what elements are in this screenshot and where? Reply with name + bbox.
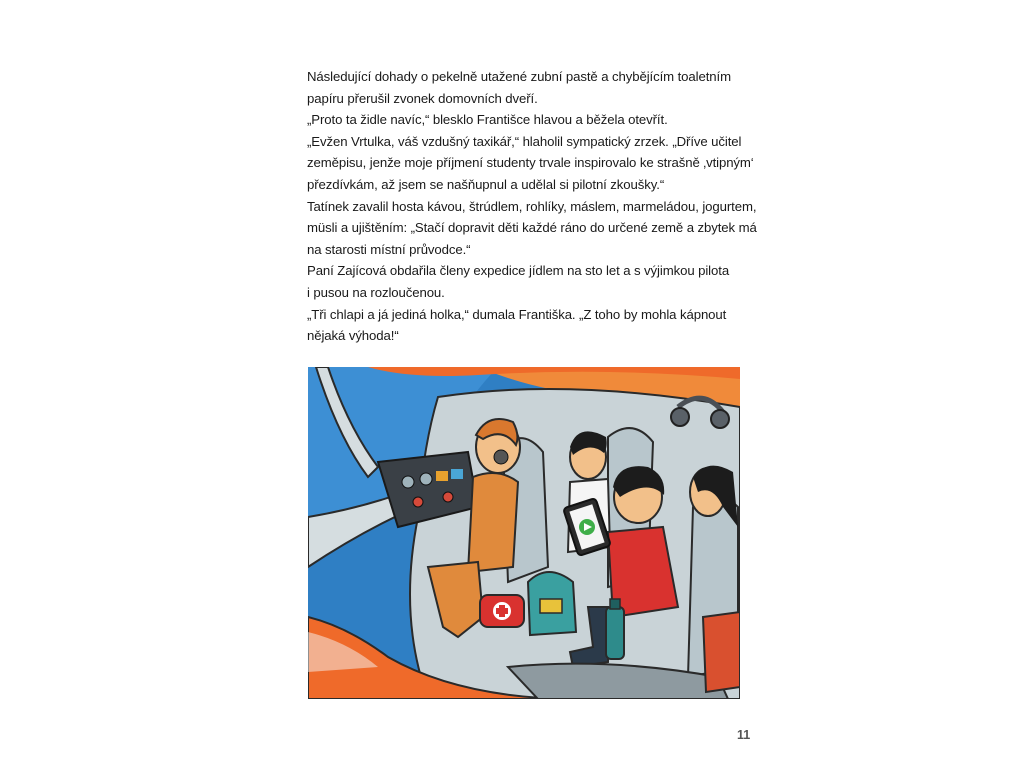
headphones-icon [671,408,689,426]
display-icon [451,469,463,479]
headphones-icon [711,410,729,428]
gauge-icon [443,492,453,502]
paragraph: Paní Zajícová obdařila členy expedice jídlem na sto let a s výjimkou pilota i pusou na rozloučenou. [307,263,730,300]
paragraph: Následující dohady o pekelně utažené zubní pastě a chybějícím toaletním papíru přerušil zvonek domovních dveří. [307,69,731,106]
display-icon [436,471,448,481]
pilot-body [468,473,518,572]
backpack-pocket [540,599,562,613]
gauge-icon [413,497,423,507]
bottle-cap [610,599,620,609]
body-text [307,66,757,347]
headset-icon [494,450,508,464]
paragraph: „Evžen Vrtulka, váš vzdušný taxikář,“ hlaholil sympatický zrzek. „Dříve učitel zeměpisu, jenže moje příjmení studenty trvale inspirovalo ke strašně ‚vtipným‘ přezdívkám, až jsem se našňupnul a udělal si pilotní zkoušky.“ [307,133,754,192]
paragraph: „Proto ta židle navíc,“ blesklo Františce hlavou a běžela otevřít. [307,112,668,128]
page-number: 11 [737,728,751,742]
cross-icon [496,608,508,614]
illustration-svg [308,367,740,699]
gauge-icon [402,476,414,488]
helicopter-illustration [308,367,740,699]
water-bottle [606,607,624,659]
paragraph: „Tři chlapi a já jediná holka,“ dumala Františka. „Z toho by mohla kápnout nějaká výhoda!“ [307,306,727,344]
paragraph: Tatínek zavalil hosta kávou, štrúdlem, rohlíky, máslem, marmeládou, jogurtem, müsli a ujištěním: „Stačí dopravit děti každé ráno do určené země a zbytek má na starosti místní průvodce.“ [307,198,757,257]
red-bag [703,612,740,692]
gauge-icon [420,473,432,485]
